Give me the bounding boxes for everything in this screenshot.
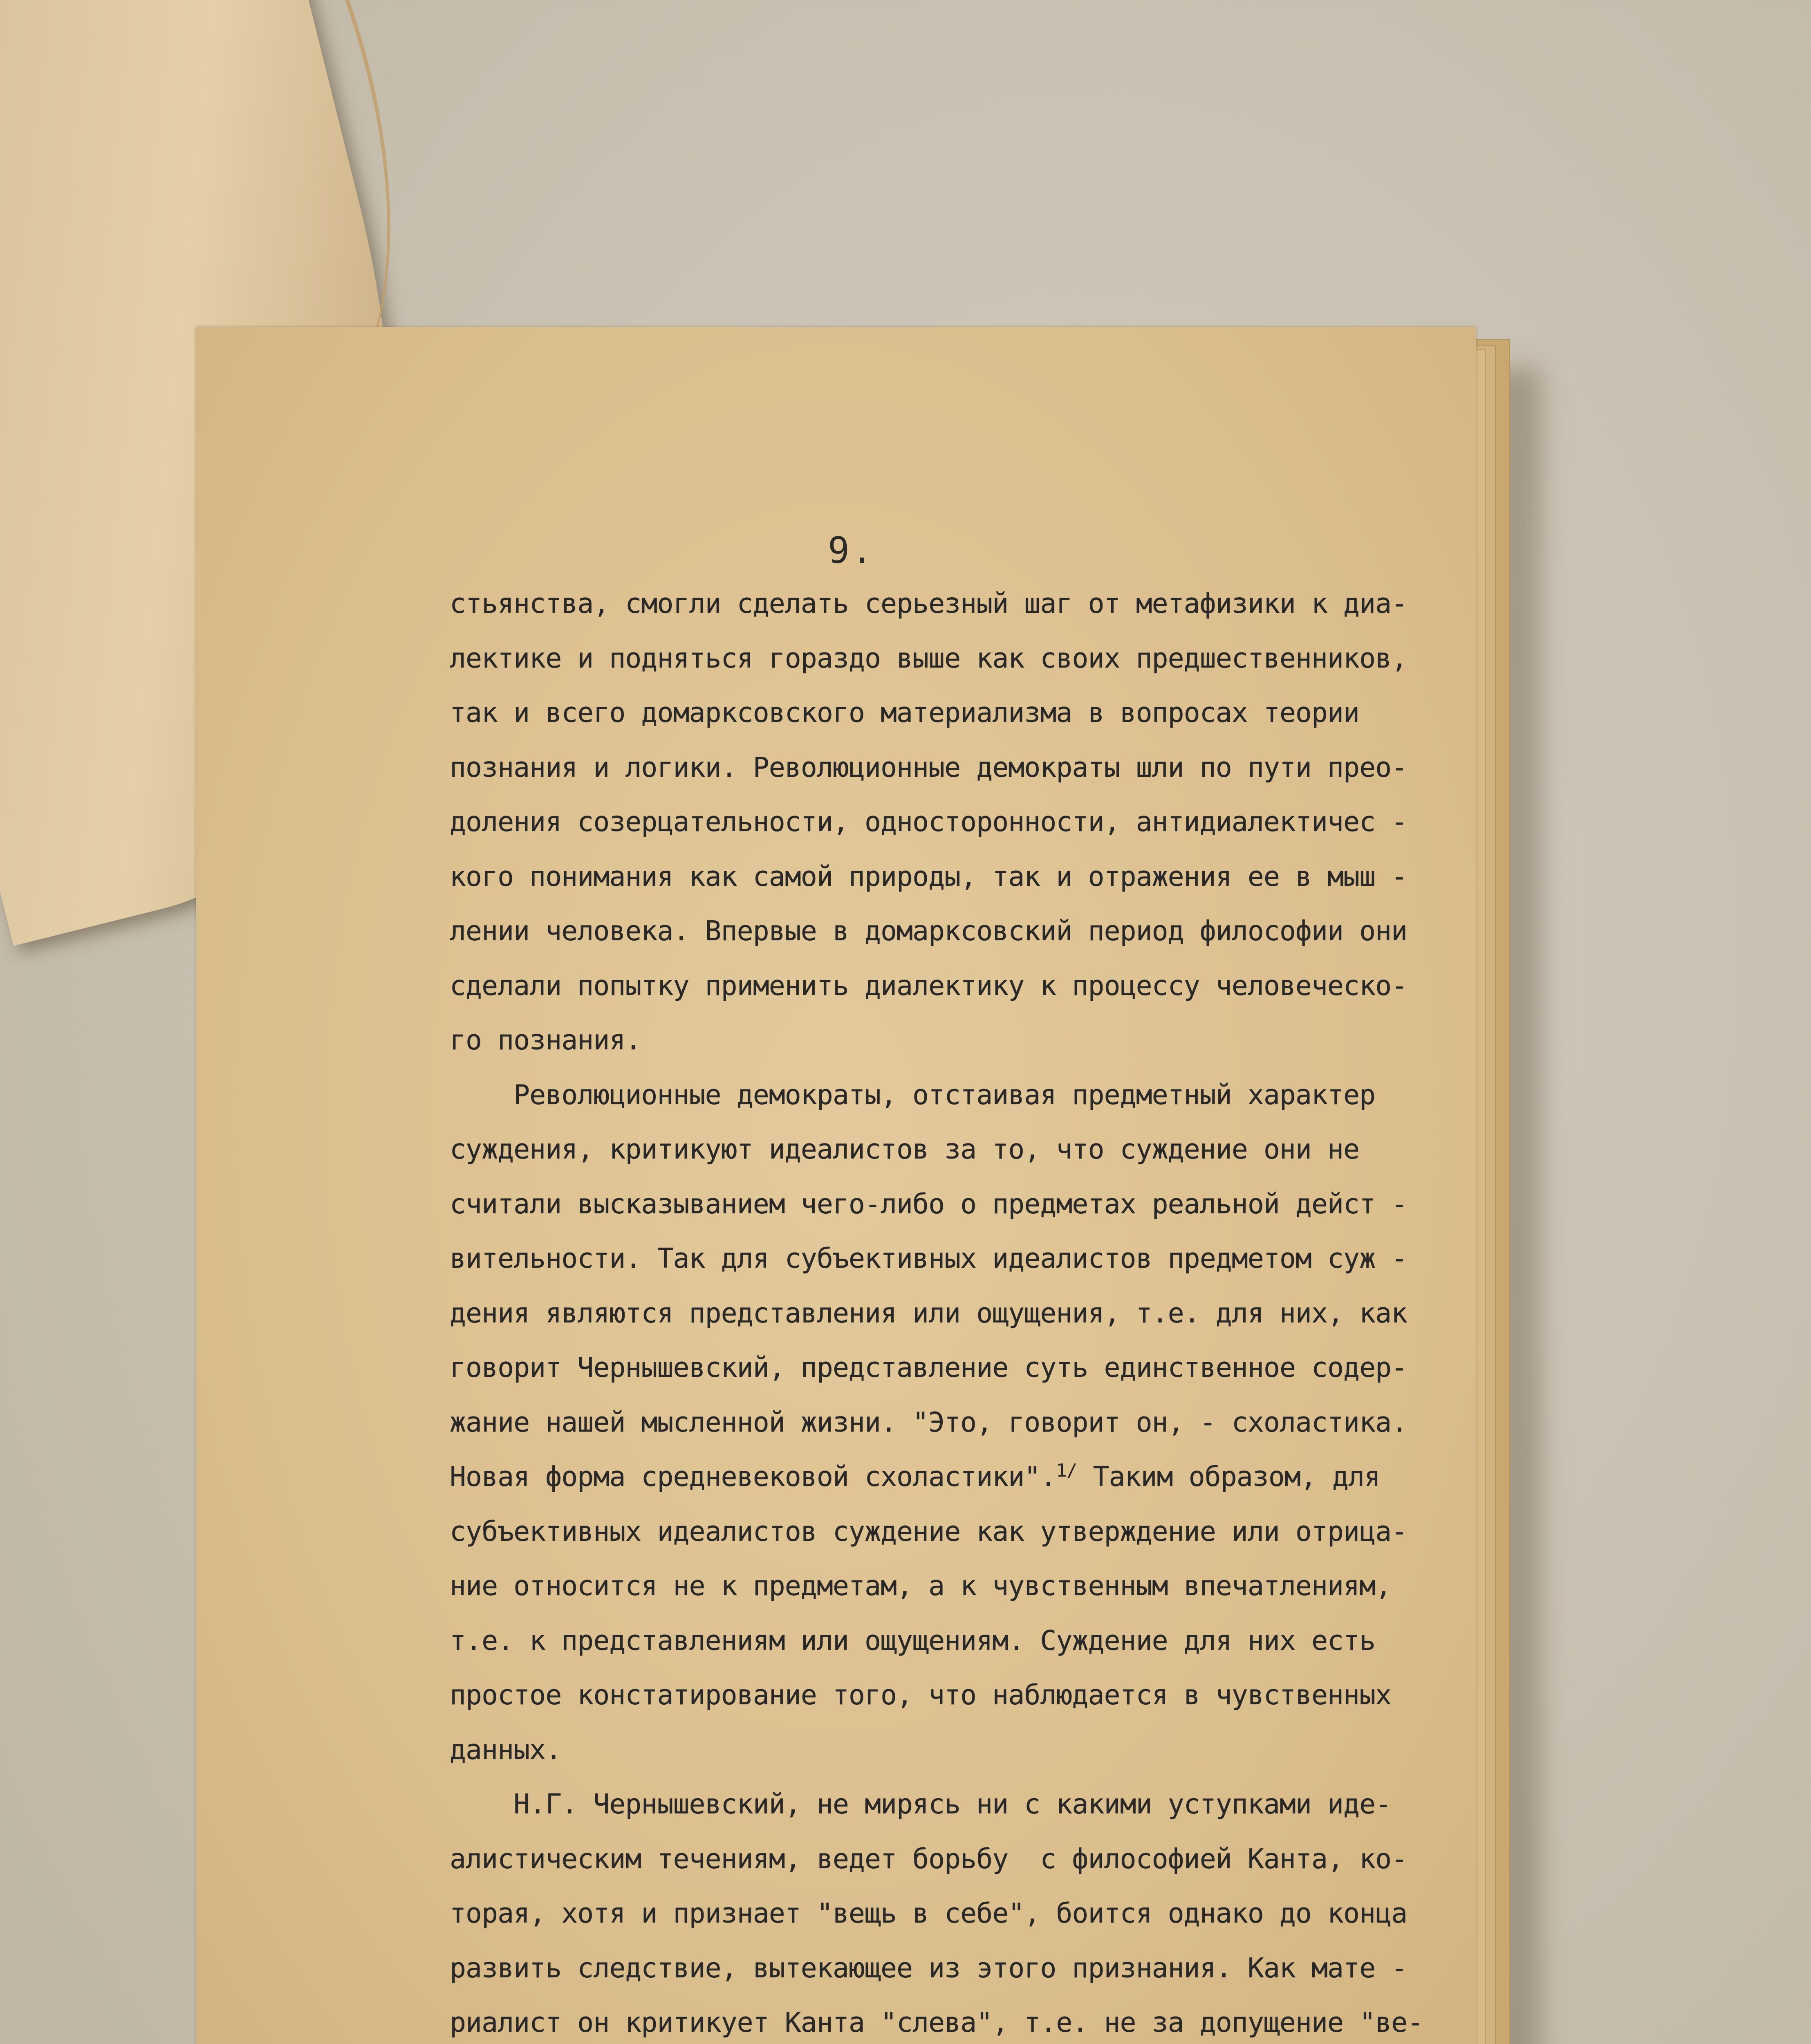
text-line: суждения, критикуют идеалистов за то, что суждение они не <box>450 1133 1360 1165</box>
text-segment: Таким образом, для <box>1077 1461 1381 1493</box>
text-line: данных. <box>450 1733 562 1766</box>
text-line: Революционные демократы, отстаивая предметный характер <box>450 1078 1376 1111</box>
text-line: лении человека. Впервые в домарксовский период философии они <box>450 915 1408 947</box>
text-line: сделали попытку применить диалектику к процессу человеческо- <box>450 969 1408 1002</box>
text-line: дения являются представления или ощущения, т.е. для них, как <box>450 1297 1408 1329</box>
text-line <box>450 1450 1496 1504</box>
document-page <box>196 327 1476 2044</box>
text-line: Н.Г. Чернышевский, не мирясь ни с какими уступками иде- <box>450 1788 1392 1820</box>
text-line: доления созерцательности, односторонности, антидиалектичес - <box>450 806 1408 838</box>
text-line: т.е. к представлениям или ощущениям. Суждение для них есть <box>450 1624 1376 1656</box>
text-line: развить следствие, вытекающее из этого признания. Как мате - <box>450 1952 1408 1984</box>
footnote-marker: 1/ <box>1056 1460 1077 1481</box>
text-line: познания и логики. Революционные демократы шли по пути прео- <box>450 751 1408 783</box>
text-line: жание нашей мысленной жизни. "Это, говорит он, - схоластика. <box>450 1406 1408 1438</box>
text-line: лектике и подняться гораздо выше как своих предшественников, <box>450 642 1408 674</box>
text-line: ние относится не к предметам, а к чувственным впечатлениям, <box>450 1570 1392 1602</box>
text-line: субъективных идеалистов суждение как утверждение или отрица- <box>450 1515 1408 1547</box>
body-text <box>450 576 1496 2044</box>
text-line: алистическим течениям, ведет борьбу с философией Канта, ко- <box>450 1842 1408 1875</box>
page-number: 9. <box>828 529 874 572</box>
text-line: стьянства, смогли сделать серьезный шаг от метафизики к диа- <box>450 587 1408 619</box>
text-line: считали высказыванием чего-либо о предметах реальной дейст - <box>450 1188 1408 1220</box>
text-line: вительности. Так для субъективных идеалистов предметом суж - <box>450 1242 1408 1274</box>
text-line: простое констатирование того, что наблюдается в чувственных <box>450 1679 1392 1711</box>
text-line: го познания. <box>450 1024 641 1056</box>
text-line: торая, хотя и признает "вещь в себе", боится однако до конца <box>450 1897 1408 1929</box>
text-line: так и всего домарксовского материализма в вопросах теории <box>450 697 1360 728</box>
text-line: говорит Чернышевский, представление суть единственное содер- <box>450 1351 1408 1383</box>
text-line: кого понимания как самой природы, так и отражения ее в мыш - <box>450 860 1408 892</box>
text-line: риалист он критикует Канта "слева", т.е. не за допущение "ве- <box>450 2006 1423 2038</box>
text-segment: Новая форма средневековой схоластики". <box>450 1461 1056 1493</box>
